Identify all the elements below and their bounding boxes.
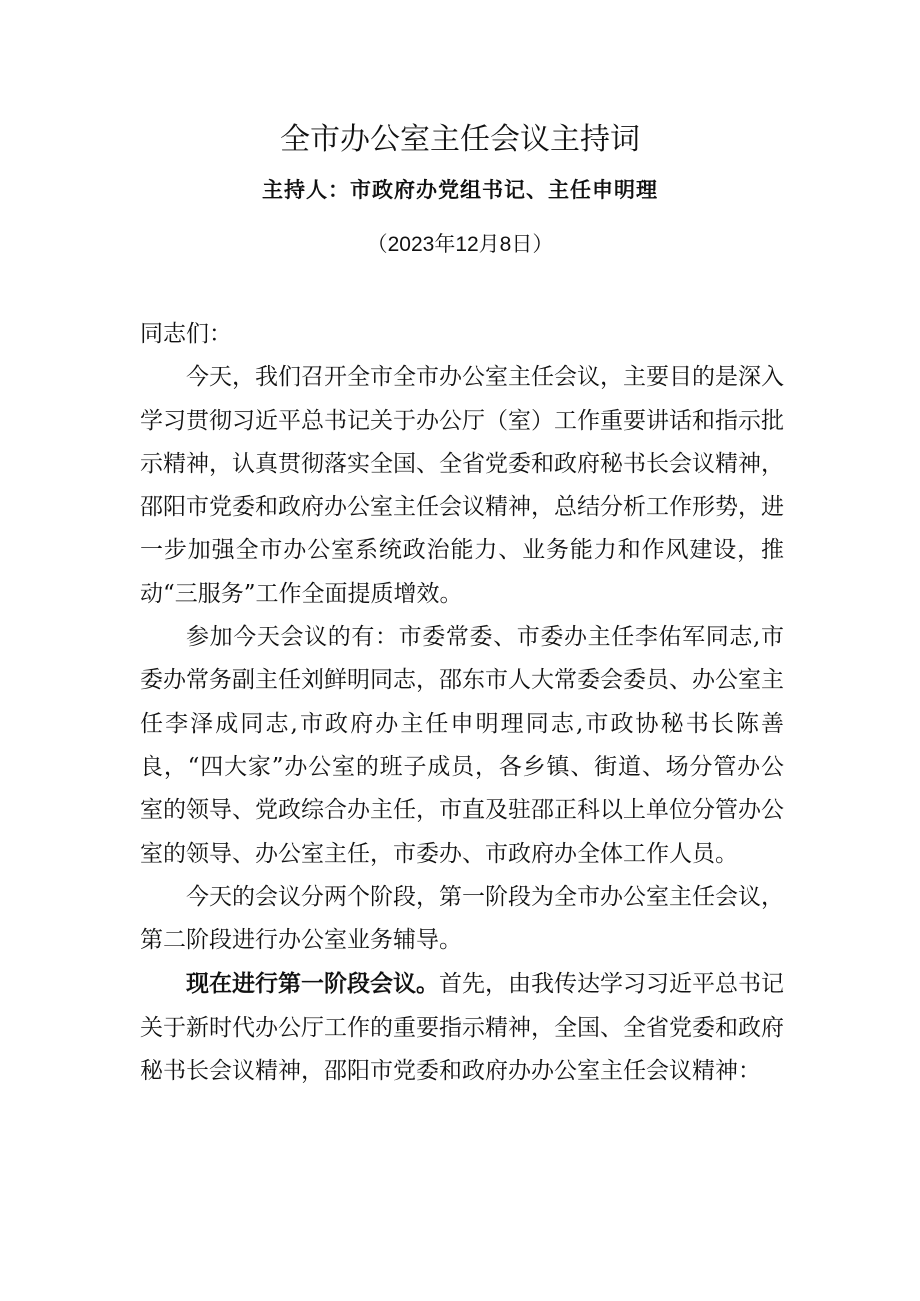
body-paragraph: 今天，我们召开全市全市办公室主任会议，主要目的是深入学习贯彻习近平总书记关于办公厅（室）工作重要讲话和指示批示精神，认真贯彻落实全国、全省党委和政府秘书长会议精神，邵阳市党委和政府办公室主任会议精神，总结分析工作形势，进一步加强全市办公室系统政治能力、业务能力和作风建设，推动“三服务”工作全面提质增效。 — [140, 364, 784, 607]
body-paragraph: 今天的会议分两个阶段，第一阶段为全市办公室主任会议，第二阶段进行办公室业务辅导。 — [140, 883, 784, 954]
bold-lead-text: 现在进行第一阶段会议。 — [186, 970, 439, 998]
salutation: 同志们： — [140, 321, 232, 347]
paragraph-text: 首先，由我传达学习习近平总书记关于新时代办公厅工作的重要指示精神，全国、全省党委和政府秘书长会议精神，邵阳市党委和政府办办公室主任会议精神： — [140, 971, 784, 1085]
document-title: 全市办公室主任会议主持词 — [280, 122, 640, 157]
document-body — [140, 313, 784, 1093]
document-date: （2023年12月8日） — [366, 233, 554, 256]
document-subtitle: 主持人：市政府办党组书记、主任申明理 — [262, 177, 658, 202]
body-paragraph — [140, 962, 784, 1093]
body-paragraph: 参加今天会议的有：市委常委、市委办主任李佑军同志,市委办常务副主任刘鲜明同志，邵东市人大常委会委员、办公室主任李泽成同志,市政府办主任申明理同志,市政协秘书长陈善良，“四大家”办公室的班子成员，各乡镇、街道、场分管办公室的领导、党政综合办主任，市直及驻邵正科以上单位分管办公室的领导、办公室主任，市委办、市政府办全体工作人员。 — [140, 624, 784, 867]
